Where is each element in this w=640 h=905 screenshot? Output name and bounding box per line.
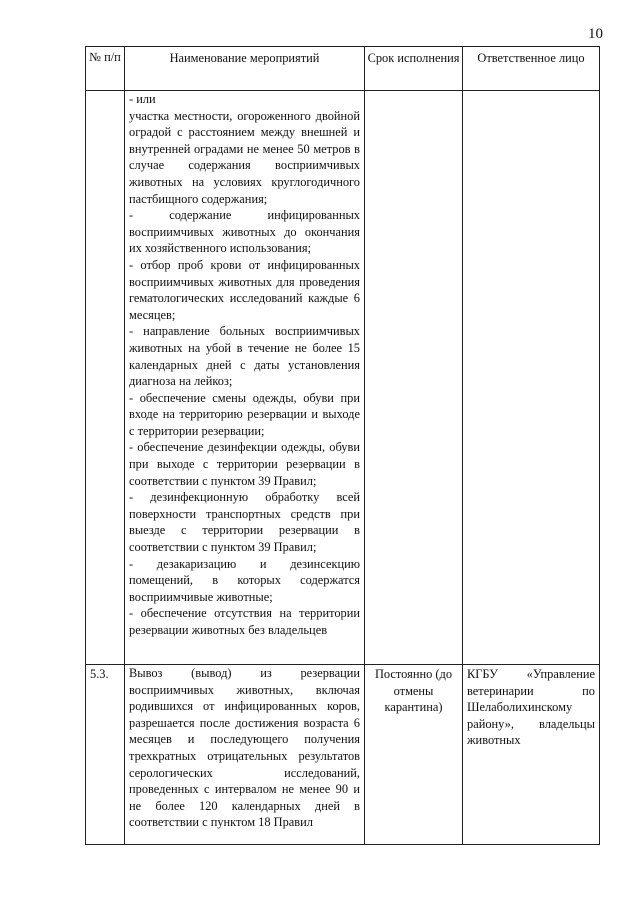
list-item: участка местности, огороженного двойной оградой с расстоянием между внешней и внутренней оградами не менее 50 метров в случае содержания восприимчивых животных на условиях круглогодичного пастбищного содержания; xyxy=(129,108,360,206)
header-name: Наименование мероприятий xyxy=(125,47,365,91)
header-term: Срок исполнения xyxy=(365,47,463,91)
list-item: - отбор проб крови от инфицированных восприимчивых животных для проведения гематологических исследований каждые 6 месяцев; xyxy=(129,257,360,322)
list-item: - дезакаризацию и дезинсекцию помещений, в которых содержатся восприимчивые животные; xyxy=(129,556,360,604)
list-item: - направление больных восприимчивых животных на убой в течение не более 15 календарных дней с даты установления диагноза на лейкоз; xyxy=(129,324,360,389)
table-row xyxy=(86,91,600,665)
row1-term xyxy=(365,91,463,665)
page-number: 10 xyxy=(588,26,603,42)
list-item: - обеспечение отсутствия на территории резервации животных без владельцев xyxy=(129,606,360,637)
measures-table xyxy=(85,46,600,845)
list-item: - содержание инфицированных восприимчивых животных до окончания их хозяйственного использования; xyxy=(129,208,360,256)
header-num: № п/п xyxy=(86,47,125,91)
row2-responsible: КГБУ «Управление ветеринарии по Шелаболихинскому району», владельцы животных xyxy=(463,665,600,845)
row2-num: 5.3. xyxy=(86,665,125,845)
header-responsible: Ответственное лицо xyxy=(463,47,600,91)
table-row xyxy=(86,665,600,845)
row1-responsible xyxy=(463,91,600,665)
row2-text: Вывоз (вывод) из резервации восприимчивых животных, включая родившихся от инфицированных коров, разрешается после достижения возраста 6 месяцев и последующего получения трехкратных отрицательных результатов серологических исследований, проведенных с интервалом не менее 90 и не более 120 календарных дней в соответствии с пунктом 18 Правил xyxy=(129,666,360,830)
row2-term: Постоянно (до отмены карантина) xyxy=(365,665,463,845)
list-item: - дезинфекционную обработку всей поверхности транспортных средств при выезде с территории резервации в соответствии с пунктом 39 Правил; xyxy=(129,490,360,555)
row2-measure xyxy=(125,665,365,845)
row1-measures xyxy=(125,91,365,665)
row1-num xyxy=(86,91,125,665)
list-item: - обеспечение смены одежды, обуви при входе на территорию резервации и выходе с территории резервации; xyxy=(129,390,360,438)
list-item: - обеспечение дезинфекции одежды, обуви при выходе с территории резервации в соответствии с пунктом 39 Правил; xyxy=(129,440,360,488)
table-header-row xyxy=(86,47,600,91)
list-item: - или xyxy=(129,92,156,106)
